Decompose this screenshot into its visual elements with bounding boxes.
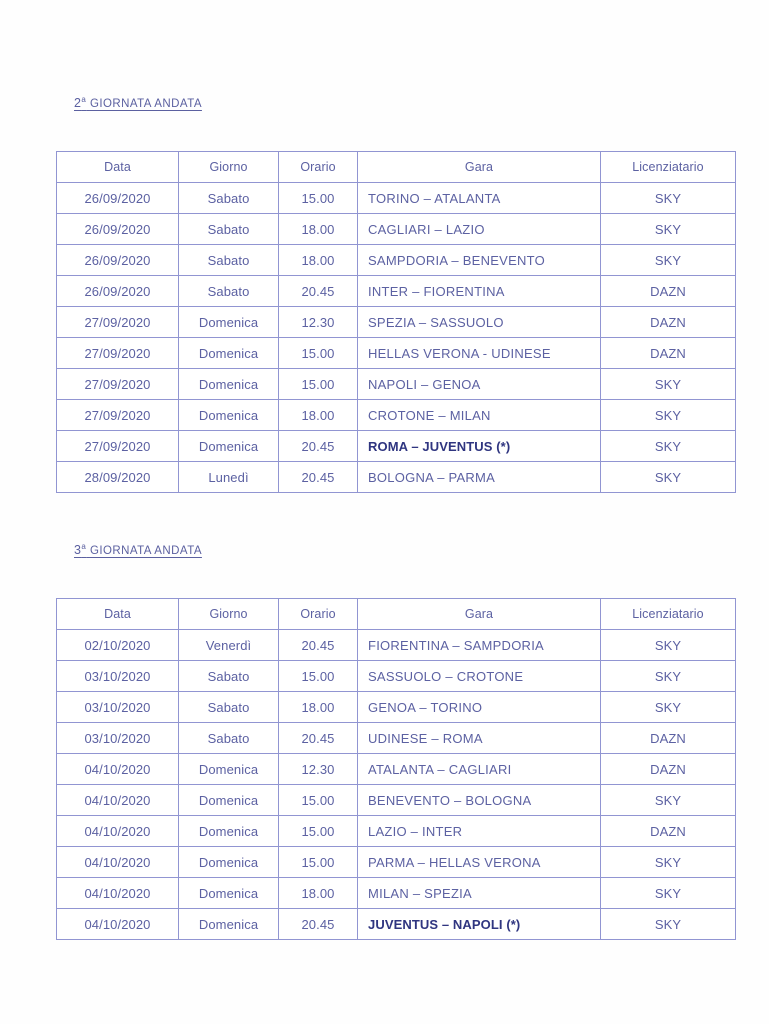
table-header-row bbox=[57, 599, 736, 630]
cell-gara: INTER – FIORENTINA bbox=[358, 276, 601, 307]
cell-licenziatario: SKY bbox=[601, 847, 736, 878]
cell-gara: BOLOGNA – PARMA bbox=[358, 462, 601, 493]
table-row bbox=[57, 400, 736, 431]
cell-licenziatario: DAZN bbox=[601, 754, 736, 785]
cell-data: 26/09/2020 bbox=[57, 245, 179, 276]
cell-gara: GENOA – TORINO bbox=[358, 692, 601, 723]
table-row bbox=[57, 630, 736, 661]
table-row bbox=[57, 692, 736, 723]
table-row bbox=[57, 723, 736, 754]
cell-licenziatario: SKY bbox=[601, 462, 736, 493]
section-ordinal-suffix: a bbox=[81, 541, 87, 551]
cell-data: 03/10/2020 bbox=[57, 692, 179, 723]
table-row bbox=[57, 307, 736, 338]
cell-licenziatario: SKY bbox=[601, 785, 736, 816]
cell-licenziatario: DAZN bbox=[601, 338, 736, 369]
cell-gara: NAPOLI – GENOA bbox=[358, 369, 601, 400]
cell-giorno: Sabato bbox=[179, 183, 279, 214]
table-row bbox=[57, 369, 736, 400]
cell-giorno: Domenica bbox=[179, 307, 279, 338]
cell-gara: PARMA – HELLAS VERONA bbox=[358, 847, 601, 878]
cell-data: 26/09/2020 bbox=[57, 183, 179, 214]
cell-orario: 20.45 bbox=[279, 462, 358, 493]
cell-orario: 15.00 bbox=[279, 847, 358, 878]
cell-orario: 20.45 bbox=[279, 723, 358, 754]
cell-licenziatario: SKY bbox=[601, 431, 736, 462]
column-header-orario: Orario bbox=[279, 152, 358, 183]
cell-orario: 15.00 bbox=[279, 338, 358, 369]
cell-orario: 12.30 bbox=[279, 754, 358, 785]
column-header-giorno: Giorno bbox=[179, 599, 279, 630]
section-heading-label: GIORNATA ANDATA bbox=[89, 98, 202, 110]
table-row bbox=[57, 183, 736, 214]
cell-gara: SAMPDORIA – BENEVENTO bbox=[358, 245, 601, 276]
table-row bbox=[57, 878, 736, 909]
cell-orario: 15.00 bbox=[279, 661, 358, 692]
cell-gara: BENEVENTO – BOLOGNA bbox=[358, 785, 601, 816]
section-heading-label: GIORNATA ANDATA bbox=[89, 545, 202, 557]
cell-licenziatario: SKY bbox=[601, 214, 736, 245]
cell-giorno: Domenica bbox=[179, 785, 279, 816]
cell-orario: 18.00 bbox=[279, 878, 358, 909]
table-body bbox=[57, 183, 736, 493]
column-header-gara: Gara bbox=[358, 152, 601, 183]
cell-data: 27/09/2020 bbox=[57, 431, 179, 462]
cell-giorno: Sabato bbox=[179, 723, 279, 754]
cell-orario: 15.00 bbox=[279, 816, 358, 847]
cell-orario: 20.45 bbox=[279, 909, 358, 940]
cell-licenziatario: DAZN bbox=[601, 723, 736, 754]
cell-gara: ATALANTA – CAGLIARI bbox=[358, 754, 601, 785]
cell-giorno: Sabato bbox=[179, 214, 279, 245]
cell-orario: 18.00 bbox=[279, 400, 358, 431]
cell-gara: ROMA – JUVENTUS (*) bbox=[358, 431, 601, 462]
cell-data: 27/09/2020 bbox=[57, 400, 179, 431]
cell-orario: 18.00 bbox=[279, 245, 358, 276]
cell-orario: 20.45 bbox=[279, 630, 358, 661]
cell-gara: CAGLIARI – LAZIO bbox=[358, 214, 601, 245]
cell-orario: 20.45 bbox=[279, 276, 358, 307]
cell-licenziatario: DAZN bbox=[601, 307, 736, 338]
cell-data: 27/09/2020 bbox=[57, 369, 179, 400]
table-row bbox=[57, 431, 736, 462]
cell-giorno: Domenica bbox=[179, 878, 279, 909]
cell-data: 26/09/2020 bbox=[57, 276, 179, 307]
section-heading-matchday-2 bbox=[74, 96, 202, 110]
cell-orario: 18.00 bbox=[279, 692, 358, 723]
section-ordinal-suffix: a bbox=[81, 94, 87, 104]
cell-gara: LAZIO – INTER bbox=[358, 816, 601, 847]
cell-orario: 12.30 bbox=[279, 307, 358, 338]
section-heading-matchday-3 bbox=[74, 543, 202, 557]
table-row bbox=[57, 338, 736, 369]
cell-licenziatario: SKY bbox=[601, 692, 736, 723]
cell-data: 28/09/2020 bbox=[57, 462, 179, 493]
cell-data: 03/10/2020 bbox=[57, 661, 179, 692]
table-body bbox=[57, 630, 736, 940]
cell-giorno: Sabato bbox=[179, 692, 279, 723]
cell-data: 03/10/2020 bbox=[57, 723, 179, 754]
cell-gara: UDINESE – ROMA bbox=[358, 723, 601, 754]
table-row bbox=[57, 816, 736, 847]
cell-giorno: Domenica bbox=[179, 369, 279, 400]
cell-gara: SASSUOLO – CROTONE bbox=[358, 661, 601, 692]
table-row bbox=[57, 909, 736, 940]
cell-licenziatario: SKY bbox=[601, 400, 736, 431]
fixtures-table-matchday-2 bbox=[56, 151, 736, 493]
cell-gara: HELLAS VERONA - UDINESE bbox=[358, 338, 601, 369]
section-ordinal bbox=[74, 543, 86, 557]
cell-gara: TORINO – ATALANTA bbox=[358, 183, 601, 214]
cell-data: 27/09/2020 bbox=[57, 307, 179, 338]
cell-data: 27/09/2020 bbox=[57, 338, 179, 369]
cell-licenziatario: DAZN bbox=[601, 276, 736, 307]
cell-giorno: Domenica bbox=[179, 338, 279, 369]
cell-licenziatario: DAZN bbox=[601, 816, 736, 847]
cell-data: 04/10/2020 bbox=[57, 847, 179, 878]
column-header-data: Data bbox=[57, 152, 179, 183]
cell-giorno: Lunedì bbox=[179, 462, 279, 493]
cell-gara: CROTONE – MILAN bbox=[358, 400, 601, 431]
cell-licenziatario: SKY bbox=[601, 183, 736, 214]
section-ordinal-number: 3 bbox=[74, 543, 82, 557]
section-ordinal-number: 2 bbox=[74, 96, 82, 110]
cell-data: 26/09/2020 bbox=[57, 214, 179, 245]
cell-giorno: Domenica bbox=[179, 909, 279, 940]
table-row bbox=[57, 245, 736, 276]
cell-giorno: Domenica bbox=[179, 816, 279, 847]
cell-giorno: Sabato bbox=[179, 245, 279, 276]
cell-giorno: Domenica bbox=[179, 400, 279, 431]
cell-giorno: Domenica bbox=[179, 431, 279, 462]
table-row bbox=[57, 462, 736, 493]
cell-licenziatario: SKY bbox=[601, 245, 736, 276]
table-row bbox=[57, 785, 736, 816]
cell-orario: 15.00 bbox=[279, 369, 358, 400]
cell-giorno: Venerdì bbox=[179, 630, 279, 661]
cell-data: 04/10/2020 bbox=[57, 816, 179, 847]
column-header-giorno: Giorno bbox=[179, 152, 279, 183]
cell-licenziatario: SKY bbox=[601, 369, 736, 400]
cell-licenziatario: SKY bbox=[601, 878, 736, 909]
cell-gara: SPEZIA – SASSUOLO bbox=[358, 307, 601, 338]
cell-data: 04/10/2020 bbox=[57, 909, 179, 940]
cell-orario: 18.00 bbox=[279, 214, 358, 245]
cell-gara: JUVENTUS – NAPOLI (*) bbox=[358, 909, 601, 940]
cell-data: 04/10/2020 bbox=[57, 754, 179, 785]
cell-giorno: Sabato bbox=[179, 661, 279, 692]
column-header-data: Data bbox=[57, 599, 179, 630]
section-ordinal bbox=[74, 96, 86, 110]
table-row bbox=[57, 847, 736, 878]
cell-giorno: Domenica bbox=[179, 754, 279, 785]
cell-orario: 15.00 bbox=[279, 183, 358, 214]
cell-data: 02/10/2020 bbox=[57, 630, 179, 661]
table-header-row bbox=[57, 152, 736, 183]
cell-gara: FIORENTINA – SAMPDORIA bbox=[358, 630, 601, 661]
cell-giorno: Domenica bbox=[179, 847, 279, 878]
column-header-gara: Gara bbox=[358, 599, 601, 630]
cell-licenziatario: SKY bbox=[601, 630, 736, 661]
table-row bbox=[57, 661, 736, 692]
cell-orario: 15.00 bbox=[279, 785, 358, 816]
table-row bbox=[57, 276, 736, 307]
cell-data: 04/10/2020 bbox=[57, 785, 179, 816]
table-row bbox=[57, 754, 736, 785]
column-header-orario: Orario bbox=[279, 599, 358, 630]
column-header-licenziatario: Licenziatario bbox=[601, 152, 736, 183]
cell-orario: 20.45 bbox=[279, 431, 358, 462]
cell-giorno: Sabato bbox=[179, 276, 279, 307]
cell-data: 04/10/2020 bbox=[57, 878, 179, 909]
cell-licenziatario: SKY bbox=[601, 661, 736, 692]
table-row bbox=[57, 214, 736, 245]
cell-gara: MILAN – SPEZIA bbox=[358, 878, 601, 909]
cell-licenziatario: SKY bbox=[601, 909, 736, 940]
column-header-licenziatario: Licenziatario bbox=[601, 599, 736, 630]
fixtures-table-matchday-3 bbox=[56, 598, 736, 940]
